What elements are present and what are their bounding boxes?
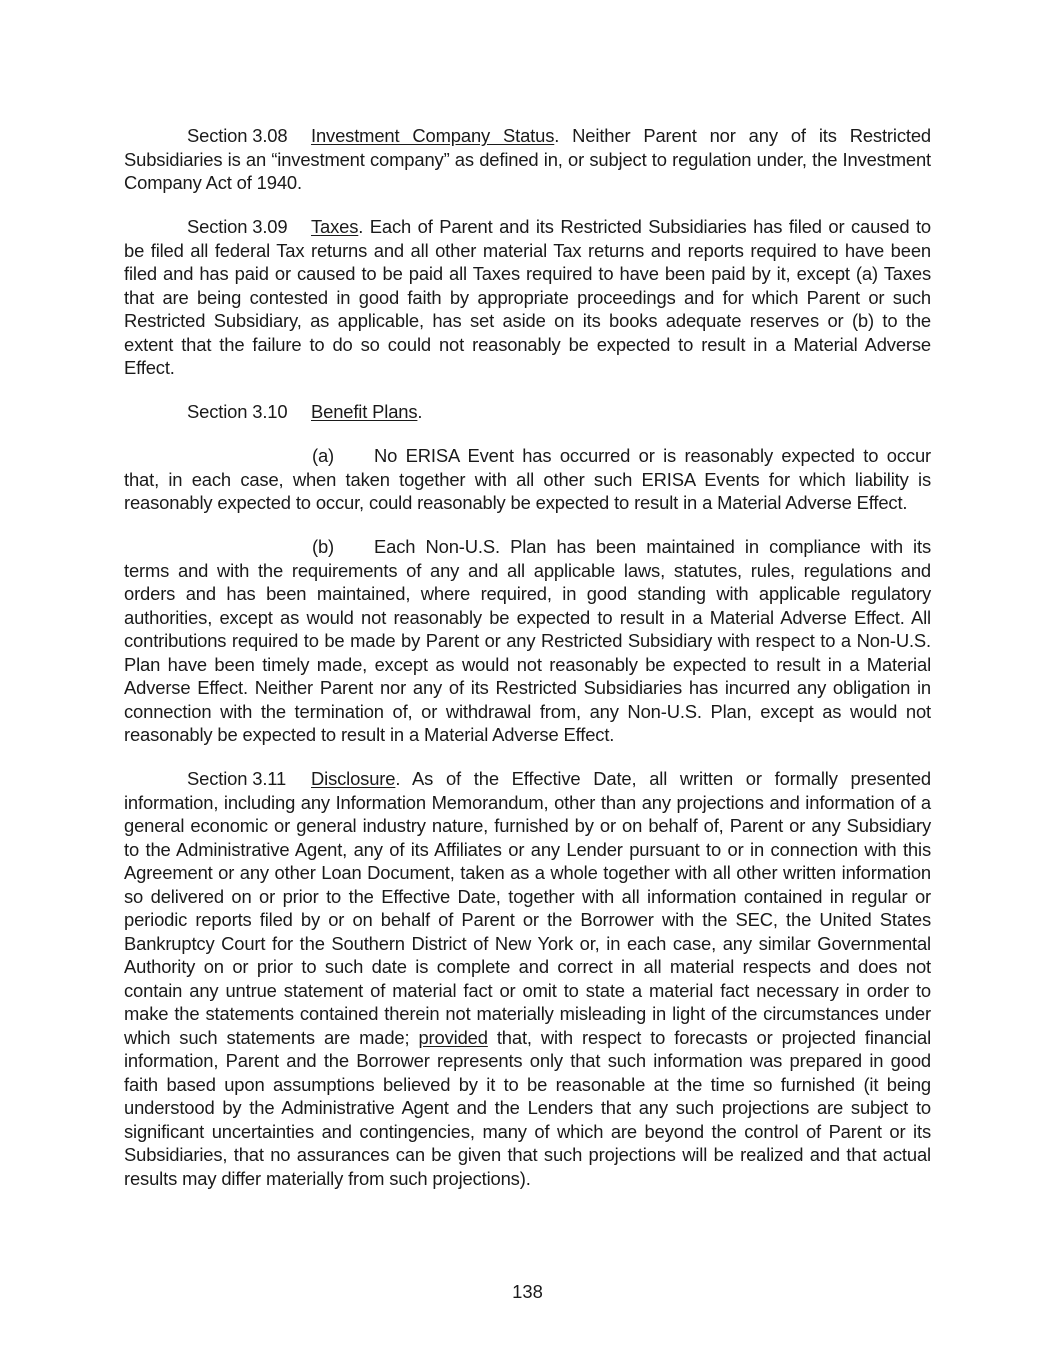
proviso-term: provided <box>418 1026 488 1048</box>
section-3-08-paragraph <box>124 124 931 195</box>
section-3-09-paragraph <box>124 215 931 380</box>
section-text: . As of the Effective Date, all written or formally presented information, including any Information Memorandum, other than any projections and information of a general economic or general industry nature, furnished by or on behalf of, Parent or any Subsidiary to the Administrative Agent, any of its Affiliates or any Lender pursuant to or in connection with this Agreement or any other Loan Document, taken as a whole together with all other written information so delivered on or prior to the Effective Date, together with all information contained in regular or periodic reports filed by or on behalf of Parent or the Borrower with the SEC, the United States Bankruptcy Court for the Southern District of New York or, in each case, any similar Governmental Authority on or prior to such date is complete and correct in all material respects and does not contain any untrue statement of material fact or omit to state a material fact necessary in order to make the statements contained therein not materially misleading in light of the circumstances under which such statements are made; <box>124 768 931 1048</box>
section-3-10-b-paragraph <box>124 535 931 747</box>
section-text-continued: that, with respect to forecasts or projected financial information, Parent and the Borrower represents only that such information was prepared in good faith based upon assumptions believed by it to be reasonable at the time so furnished (it being understood by the Administrative Agent and the Lenders that any such projections are subject to significant uncertainties and contingencies, many of which are beyond the control of Parent or its Subsidiaries, that no assurances can be given that such projections will be realized and that actual results may differ materially from such projections). <box>124 1026 932 1189</box>
subsection-text: No ERISA Event has occurred or is reasonably expected to occur that, in each case, when taken together with all other such ERISA Events for which liability is reasonably expected to occur, could reasonably be expected to result in a Material Adverse Effect. <box>124 445 931 513</box>
subsection-label: (b) <box>312 536 335 557</box>
section-3-11-paragraph <box>124 767 931 1190</box>
section-title: Benefit Plans <box>311 401 418 422</box>
document-page <box>124 124 931 1211</box>
section-text: . <box>417 401 423 422</box>
section-number: Section 3.10 <box>187 401 288 422</box>
section-title: Investment Company Status <box>311 125 555 146</box>
section-text: . Neither Parent nor any of its Restricted Subsidiaries is an “investment company” as defined in, or subject to regulation under, the Investment Company Act of 1940. <box>124 125 932 193</box>
section-text: . Each of Parent and its Restricted Subsidiaries has filed or caused to be filed all federal Tax returns and all other material Tax returns and reports required to have been filed and has paid or caused to be paid all Taxes required to have been paid by it, except (a) Taxes that are being contested in good faith by appropriate proceedings and for which Parent or such Restricted Subsidiary, as applicable, has set aside on its books adequate reserves or (b) to the extent that the failure to do so could not reasonably be expected to result in a Material Adverse Effect. <box>124 216 931 378</box>
section-number: Section 3.11 <box>187 768 287 789</box>
section-3-10-a-paragraph <box>124 444 931 515</box>
section-3-10-paragraph <box>124 400 931 424</box>
section-number: Section 3.09 <box>187 216 288 237</box>
page-number: 138 <box>512 1281 543 1302</box>
section-number: Section 3.08 <box>187 125 288 146</box>
subsection-label: (a) <box>312 445 335 466</box>
subsection-text: Each Non-U.S. Plan has been maintained in compliance with its terms and with the requirements of any and all applicable laws, statutes, rules, regulations and orders and has been maintained, where required, in good standing with applicable regulatory authorities, except as would not reasonably be expected to result in a Material Adverse Effect. All contributions required to be made by Parent or any Restricted Subsidiary with respect to a Non-U.S. Plan have been timely made, except as would not reasonably be expected to result in a Material Adverse Effect. Neither Parent nor any of its Restricted Subsidiaries has incurred any obligation in connection with the termination of, or withdrawal from, any Non-U.S. Plan, except as would not reasonably be expected to result in a Material Adverse Effect. <box>124 536 931 745</box>
section-title: Disclosure <box>311 768 396 789</box>
section-title: Taxes <box>311 216 359 237</box>
